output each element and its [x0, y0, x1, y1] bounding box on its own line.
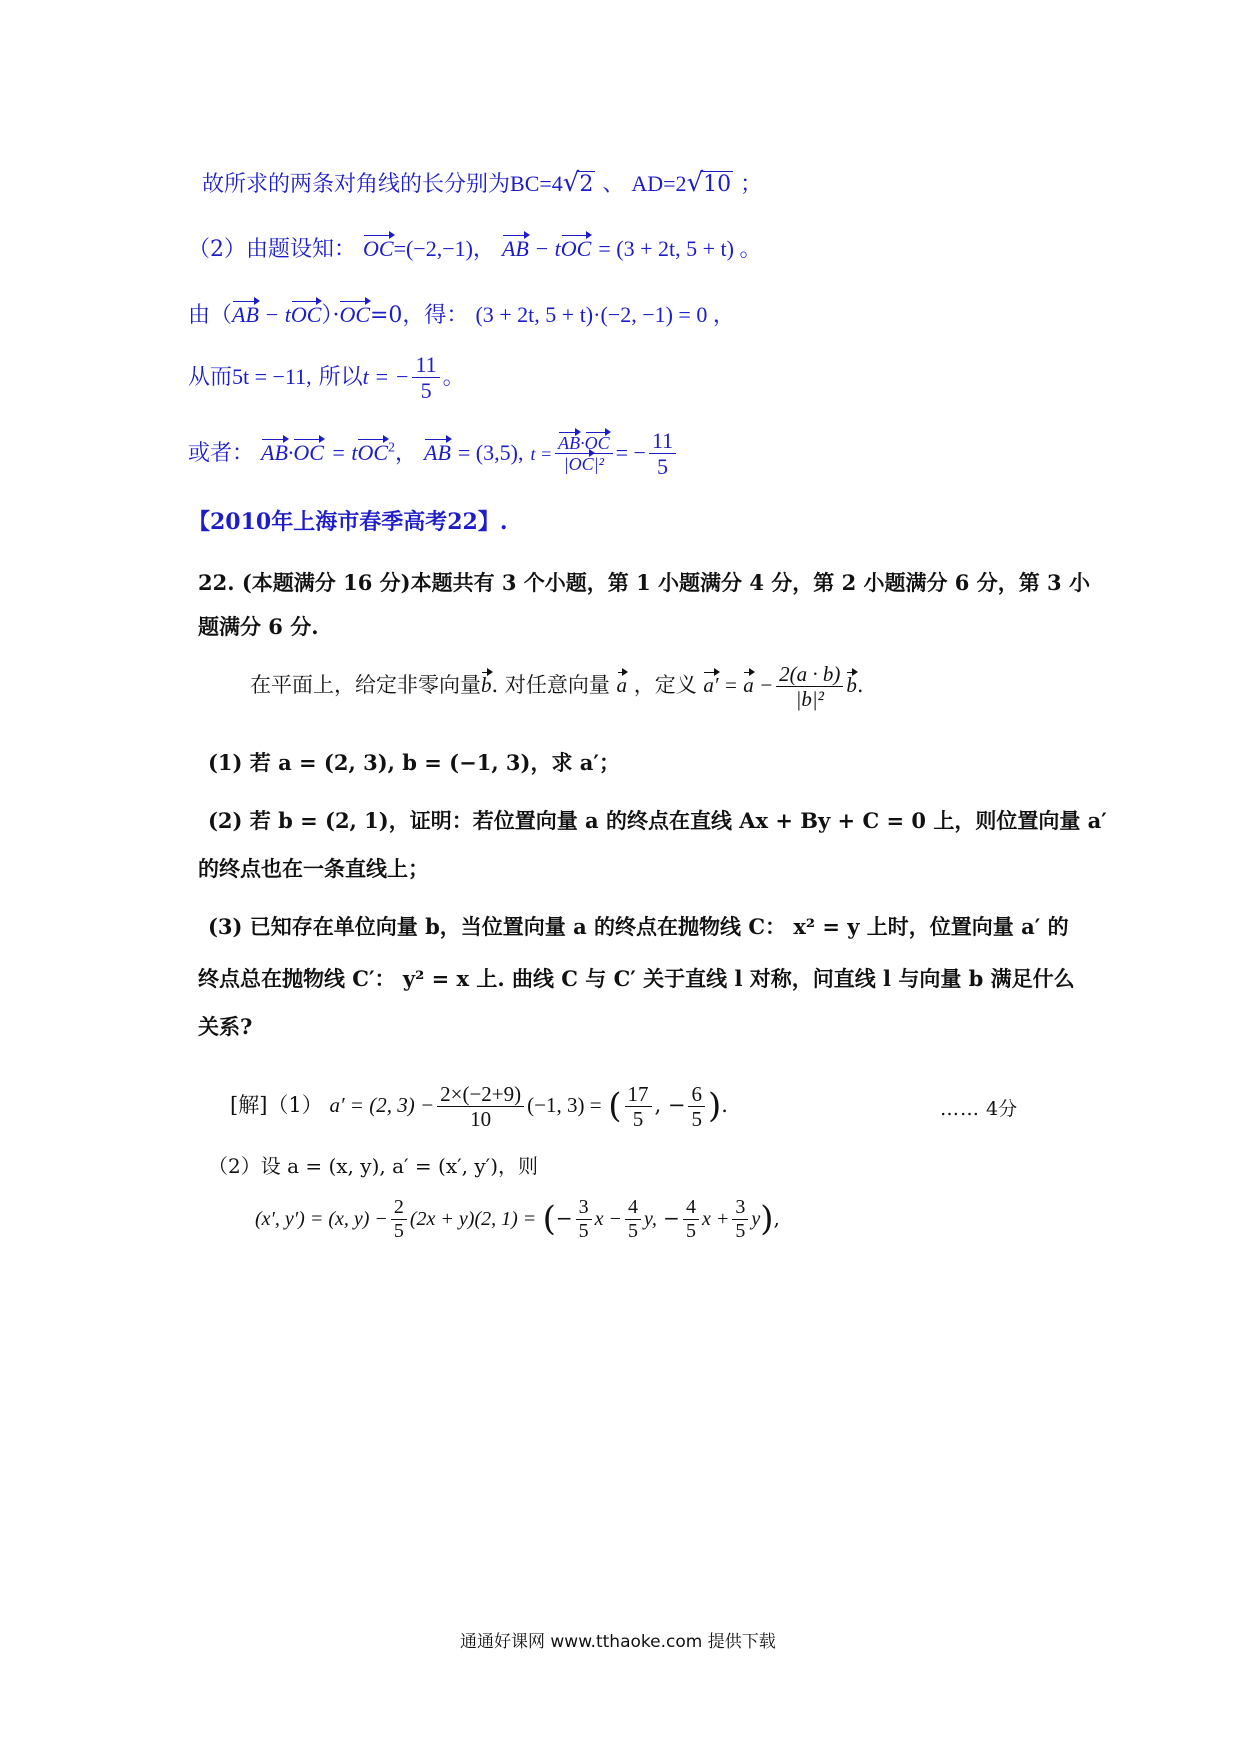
problem-header-line2: 题满分 6 分.	[198, 614, 319, 639]
ad-root: 10	[703, 172, 732, 197]
conclusion-line: 故所求的两条对角线的长分别为BC=4√2 、 AD=2√10 ；	[202, 168, 763, 198]
alt-line: 或者： AB·OC = tOC$^2$， AB = (3,5), t = $\frac{AB\cdot OC}{\text{|OC|²}}$ = − $\frac{11}{5}$	[188, 428, 679, 480]
problem-definition: 在平面上，给定非零向量b. 对任意向量 a ，定义 a′ = a − $\frac{2(a \cdot b)}{\text{|b|²}}$ b.	[250, 662, 864, 712]
page-footer: 通通好课网 www.tthaoke.com 提供下载	[460, 1632, 776, 1652]
bc-root: 2	[579, 172, 594, 197]
points-annotation: …… 4分	[940, 1098, 1018, 1120]
problem-header-line1: 22. (本题满分 16 分)本题共有 3 个小题，第 1 小题满分 4 分，第 2 小题满分 6 分，第 3 小	[198, 570, 1090, 595]
answer-part2-equation: (x′, y′) = (x, y) − $\frac{2}{5}$ (2x + y)(2, 1) = (− $\frac{3}{5}$ x − $\frac{4}{5}$ y, − $\frac{4}{5}$ x + $\frac{3}{5}$ y),	[255, 1196, 780, 1242]
question-1: (1) 若 a = (2, 3), b = (−1, 3)，求 a′；	[208, 750, 620, 775]
source-heading: 【2010年上海市春季高考22】.	[188, 509, 508, 535]
therefore-line: 从而5t = −11, 所以t = − $\frac{11}{5}$ 。	[188, 352, 465, 404]
given-line: 由（AB − tOC）·OC=0，得： (3 + 2t, 5 + t)·(−2, −1) = 0 ，	[188, 302, 735, 328]
question-3-line2: 终点总在抛物线 C′： y² = x 上. 曲线 C 与 C′ 关于直线 l 对称，问直线 l 与向量 b 满足什么	[198, 966, 1075, 991]
bc-length: BC=4	[510, 171, 563, 196]
ad-length: AD=2	[631, 171, 687, 196]
answer-part2-label: （2）设 a = (x, y), a′ = (x′, y′)，则	[208, 1154, 539, 1178]
answer-part1: [解]（1） a′ = (2, 3) − $\frac{2\times(-2+9)}{10}$ (−1, 3) = ( $\frac{17}{5}$ , − $\frac{6}{5}$ ).	[230, 1082, 728, 1132]
question-3-line3: 关系?	[198, 1014, 253, 1039]
question-2-line1: (2) 若 b = (2, 1)，证明：若位置向量 a 的终点在直线 Ax + By + C = 0 上，则位置向量 a′	[208, 808, 1107, 833]
part2-intro-line: （2）由题设知： OC=(−2,−1)， AB − tOC = (3 + 2t, 5 + t) 。	[188, 236, 762, 262]
question-2-line2: 的终点也在一条直线上；	[198, 856, 429, 881]
conclusion-text: 故所求的两条对角线的长分别为	[202, 172, 511, 197]
question-3-line1: (3) 已知存在单位向量 b，当位置向量 a 的终点在抛物线 C： x² = y 上时，位置向量 a′ 的	[208, 914, 1069, 939]
